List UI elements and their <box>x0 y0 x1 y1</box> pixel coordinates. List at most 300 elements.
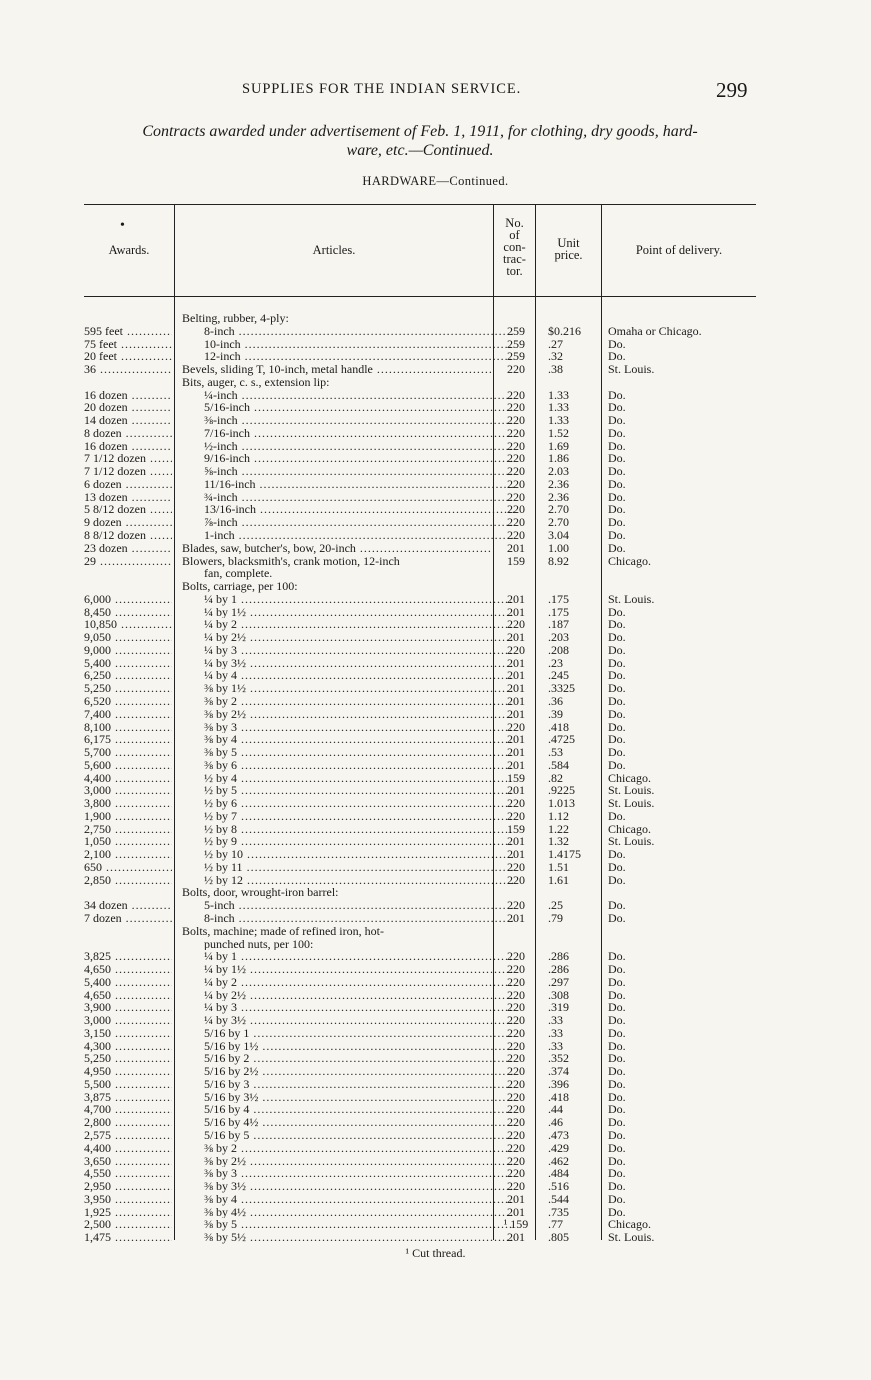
article-cell <box>182 414 514 427</box>
award-cell <box>84 1167 172 1180</box>
award-cell <box>84 465 172 478</box>
contractor-cell-text: 201 <box>507 783 525 798</box>
article-cell <box>182 1001 514 1014</box>
award-cell-text: 4,650 <box>84 963 111 976</box>
delivery-cell <box>608 874 758 887</box>
delivery-cell-text: St. Louis. <box>608 591 655 606</box>
unit-price-cell-text: 2.70 <box>548 502 569 517</box>
delivery-cell-text: Do. <box>608 1166 626 1181</box>
article-cell-text: ⅜ by 5½ <box>204 1231 246 1244</box>
delivery-cell-text: Do. <box>608 1191 626 1206</box>
award-cell <box>84 1040 172 1053</box>
delivery-cell-text: Do. <box>608 400 626 415</box>
unit-price-cell-text: .53 <box>548 745 563 760</box>
article-cell-text: 8-inch <box>204 324 235 338</box>
article-cell-text: 5/16-inch <box>204 401 250 415</box>
delivery-cell <box>608 529 758 542</box>
unit-price-cell-text: .3325 <box>548 681 575 696</box>
table-row <box>0 759 871 772</box>
award-cell <box>84 721 172 734</box>
award-cell <box>84 797 172 810</box>
delivery-cell-text: Omaha or Chicago. <box>608 323 702 338</box>
delivery-cell-text: Do. <box>608 630 626 645</box>
delivery-cell-text: Do. <box>608 489 626 504</box>
table-row <box>0 1052 871 1065</box>
header-price-line: Unit <box>557 236 580 250</box>
award-cell <box>84 1078 172 1091</box>
article-cell-text: fan, complete. <box>204 567 273 581</box>
table-row <box>0 440 871 453</box>
delivery-cell <box>608 1167 758 1180</box>
contractor-cell-text: 201 <box>507 591 525 606</box>
delivery-cell <box>608 427 758 440</box>
award-cell-text: 3,950 <box>84 1192 111 1206</box>
article-cell-text: ⅜ by 2 <box>204 1141 237 1155</box>
delivery-cell <box>608 401 758 414</box>
table-row <box>0 491 871 504</box>
award-cell-text: 7 1/12 dozen <box>84 465 146 478</box>
article-cell <box>182 1231 514 1244</box>
delivery-cell-text: Do. <box>608 949 626 964</box>
delivery-cell-text: Do. <box>608 1204 626 1219</box>
award-cell <box>84 363 172 376</box>
award-cell-text: 75 feet <box>84 337 117 351</box>
article-cell-text: ½ by 8 <box>204 822 237 836</box>
table-row <box>0 555 871 568</box>
delivery-cell <box>608 976 758 989</box>
contractor-cell-text: 220 <box>507 1128 525 1142</box>
article-cell-text: 12-inch <box>204 350 241 364</box>
unit-price-cell-text: 1.33 <box>548 400 569 415</box>
article-cell <box>182 1116 514 1129</box>
article-cell-text: Bevels, sliding T, 10-inch, metal handle <box>182 363 373 376</box>
award-cell <box>84 1103 172 1116</box>
article-cell <box>182 657 514 670</box>
table-row <box>0 989 871 1002</box>
article-cell-text: 11/16-inch <box>204 477 256 491</box>
award-cell <box>84 733 172 746</box>
article-cell <box>182 325 514 338</box>
award-cell-text: 1,925 <box>84 1205 111 1219</box>
delivery-cell <box>608 478 758 491</box>
award-cell-text: 2,850 <box>84 873 111 887</box>
award-cell-text: 3,000 <box>84 1014 111 1027</box>
table-row <box>0 465 871 478</box>
contractor-cell-text: 220 <box>507 859 525 874</box>
section-heading: HARDWARE—Continued. <box>362 174 509 188</box>
article-cell <box>182 1027 514 1040</box>
header-bottom-rule <box>84 296 756 297</box>
table-row <box>0 784 871 797</box>
unit-price-cell-text: 2.03 <box>548 464 569 479</box>
table-row <box>0 772 871 785</box>
award-cell <box>84 682 172 695</box>
article-cell <box>182 1142 514 1155</box>
article-cell-text: ⅜ by 3 <box>204 720 237 734</box>
article-cell <box>182 848 514 861</box>
article-cell <box>182 682 514 695</box>
delivery-cell-text: Do. <box>608 438 626 453</box>
award-cell <box>84 389 172 402</box>
delivery-cell <box>608 963 758 976</box>
article-cell-text: 13/16-inch <box>204 503 256 517</box>
delivery-cell <box>608 1078 758 1091</box>
contractor-cell-text: 220 <box>507 438 525 453</box>
header-contractor-line: trac- <box>503 252 526 266</box>
delivery-cell-text: Do. <box>608 910 626 925</box>
article-cell-text: ⅜ by 1½ <box>204 682 246 695</box>
table-row <box>0 1218 871 1231</box>
article-cell-text: ⅜ by 5 <box>204 1218 237 1232</box>
unit-price-cell-text: .245 <box>548 668 569 683</box>
delivery-cell-text: Do. <box>608 1140 626 1155</box>
award-cell <box>84 440 172 453</box>
article-cell <box>182 1014 514 1027</box>
award-cell-text: 1,475 <box>84 1231 111 1244</box>
table-row <box>0 874 871 887</box>
article-cell-text: 5/16 by 1 <box>204 1026 250 1040</box>
article-cell <box>182 1078 514 1091</box>
table-row <box>0 810 871 823</box>
award-cell-text: 3,000 <box>84 784 111 798</box>
article-cell-text: ¼ by 2 <box>204 975 237 989</box>
article-cell <box>182 312 492 325</box>
unit-price-cell-text: 2.70 <box>548 515 569 530</box>
article-cell <box>182 618 514 631</box>
unit-price-cell-text: .187 <box>548 617 569 632</box>
award-cell <box>84 1231 172 1244</box>
contractor-cell-text: 201 <box>507 910 525 925</box>
award-cell <box>84 708 172 721</box>
unit-price-cell <box>548 1231 600 1244</box>
article-cell <box>182 721 514 734</box>
table-row <box>0 478 871 491</box>
delivery-cell-text: Do. <box>608 847 626 862</box>
article-cell-text: 9/16-inch <box>204 452 250 466</box>
delivery-cell-text: Do. <box>608 642 626 657</box>
award-cell-text: 3,900 <box>84 1001 111 1015</box>
contractor-cell-text: 201 <box>507 745 525 760</box>
article-cell-text: ¼ by 2½ <box>204 631 246 644</box>
delivery-cell-text: Do. <box>608 515 626 530</box>
article-cell-text: Blades, saw, butcher's, bow, 20-inch <box>182 541 356 555</box>
award-cell <box>84 657 172 670</box>
delivery-cell <box>608 669 758 682</box>
award-cell <box>84 516 172 529</box>
delivery-cell <box>608 491 758 504</box>
award-cell <box>84 810 172 823</box>
article-cell-text: ½ by 7 <box>204 809 237 823</box>
article-cell <box>182 1167 514 1180</box>
article-cell-text: 8-inch <box>204 911 235 925</box>
article-cell-text: Bolts, machine; made of refined iron, hot- <box>182 924 384 938</box>
unit-price-cell-text: 1.69 <box>548 438 569 453</box>
table-row <box>0 376 871 389</box>
article-cell <box>182 644 514 657</box>
award-cell-text: 650 <box>84 860 102 874</box>
article-cell-text: ¼ by 3 <box>204 1001 237 1015</box>
contractor-cell-text: 159 <box>507 770 525 785</box>
delivery-cell <box>608 708 758 721</box>
contractor-cell-text: 201 <box>507 604 525 619</box>
delivery-cell-text: Do. <box>608 681 626 696</box>
contractor-cell-text: 220 <box>507 1140 525 1155</box>
award-cell <box>84 452 172 465</box>
delivery-cell-text: Do. <box>608 1076 626 1091</box>
award-cell-text: 4,300 <box>84 1039 111 1053</box>
award-cell-text: 4,700 <box>84 1103 111 1117</box>
delivery-cell <box>608 912 758 925</box>
table-row <box>0 1167 871 1180</box>
award-cell <box>84 1052 172 1065</box>
article-cell-text: 5-inch <box>204 899 235 912</box>
article-cell <box>182 772 514 785</box>
table-row <box>0 938 871 951</box>
unit-price-cell-text: 1.61 <box>548 872 569 887</box>
article-cell-text: ⅜ by 5 <box>204 746 237 759</box>
article-cell-text: 5/16 by 2 <box>204 1052 250 1066</box>
delivery-cell-text: Do. <box>608 451 626 466</box>
article-cell <box>182 363 492 376</box>
article-cell-text: ⅜ by 3½ <box>204 1180 246 1193</box>
article-cell-text: punched nuts, per 100: <box>204 937 314 951</box>
contractor-cell-text: 220 <box>507 1179 525 1194</box>
contractor-cell-text: 220 <box>507 528 525 543</box>
article-cell-text: 5/16 by 1½ <box>204 1039 259 1053</box>
delivery-cell <box>608 1129 758 1142</box>
unit-price-cell-text: 1.00 <box>548 540 569 555</box>
table-row <box>0 695 871 708</box>
award-cell-text: 2,575 <box>84 1129 111 1142</box>
award-cell-text: 1,900 <box>84 809 111 823</box>
award-cell-text: 5 8/12 dozen <box>84 503 146 517</box>
article-cell <box>182 810 514 823</box>
delivery-cell <box>608 325 758 338</box>
unit-price-cell-text: 1.12 <box>548 808 569 823</box>
article-cell-text: ¼ by 1 <box>204 592 237 606</box>
award-cell <box>84 401 172 414</box>
delivery-cell <box>608 1142 758 1155</box>
delivery-cell <box>608 657 758 670</box>
delivery-cell-text: Do. <box>608 464 626 479</box>
contractor-cell-text: 220 <box>507 451 525 466</box>
contractor-cell-text: 220 <box>507 1051 525 1066</box>
article-cell <box>182 925 492 938</box>
table-row <box>0 708 871 721</box>
award-cell <box>84 912 172 925</box>
award-cell-text: 16 dozen <box>84 439 128 453</box>
article-cell <box>182 976 514 989</box>
article-cell <box>182 350 514 363</box>
table-row <box>0 1001 871 1014</box>
award-cell-text: 9 dozen <box>84 516 122 530</box>
article-cell-text: ⅞-inch <box>204 516 238 530</box>
table-row <box>0 350 871 363</box>
table-row <box>0 631 871 644</box>
table-row <box>0 427 871 440</box>
article-cell-text: ¼ by 3½ <box>204 1014 246 1027</box>
running-title: SUPPLIES FOR THE INDIAN SERVICE. <box>242 81 522 97</box>
unit-price-cell-text: .82 <box>548 770 563 785</box>
award-cell-text: 20 feet <box>84 350 117 364</box>
delivery-cell <box>608 1065 758 1078</box>
contractor-cell-text: 220 <box>507 1089 525 1104</box>
award-cell-text: 20 dozen <box>84 401 128 415</box>
article-cell <box>182 376 492 389</box>
unit-price-cell-text: 1.013 <box>548 796 575 811</box>
article-cell-text: 5/16 by 5 <box>204 1129 250 1142</box>
award-cell <box>84 746 172 759</box>
unit-price-cell-text: .286 <box>548 962 569 977</box>
contractor-cell-text: 220 <box>507 1025 525 1040</box>
award-cell <box>84 950 172 963</box>
table-row <box>0 1014 871 1027</box>
award-cell-text: 23 dozen <box>84 541 128 555</box>
delivery-cell <box>608 338 758 351</box>
article-cell-text: ⅜ by 3 <box>204 1167 237 1181</box>
table-row <box>0 644 871 657</box>
award-cell <box>84 848 172 861</box>
footnote: ¹ Cut thread. <box>405 1246 466 1260</box>
delivery-cell-text: St. Louis. <box>608 796 655 811</box>
article-cell <box>182 912 514 925</box>
delivery-cell-text: Chicago. <box>608 1217 651 1232</box>
award-cell-text: 4,550 <box>84 1167 111 1181</box>
award-cell <box>84 1206 172 1219</box>
delivery-cell <box>608 797 758 810</box>
unit-price-cell-text: .27 <box>548 336 563 351</box>
article-cell <box>182 797 514 810</box>
unit-price-cell-text: .516 <box>548 1179 569 1194</box>
table-row <box>0 516 871 529</box>
table-row <box>0 606 871 619</box>
delivery-cell <box>608 1193 758 1206</box>
delivery-cell-text: Do. <box>608 693 626 708</box>
unit-price-cell-text: .9225 <box>548 783 575 798</box>
unit-price-cell <box>548 912 600 925</box>
article-cell-text: Bits, auger, c. s., extension lip: <box>182 375 330 389</box>
unit-price-cell-text: 1.33 <box>548 413 569 428</box>
award-cell <box>84 542 172 555</box>
table-caption <box>84 122 756 160</box>
article-cell <box>182 823 514 836</box>
delivery-cell <box>608 555 758 568</box>
table-row <box>0 1116 871 1129</box>
delivery-cell-text: Do. <box>608 974 626 989</box>
unit-price-cell-text: 1.22 <box>548 821 569 836</box>
award-cell <box>84 1065 172 1078</box>
article-cell <box>182 516 514 529</box>
table-row <box>0 580 871 593</box>
article-cell-text: ½ by 10 <box>204 848 243 861</box>
table-row <box>0 338 871 351</box>
header-unit-price <box>536 237 601 261</box>
table-row <box>0 950 871 963</box>
table-row <box>0 1231 871 1244</box>
unit-price-cell-text: .4725 <box>548 732 575 747</box>
contractor-cell-text: 220 <box>507 796 525 811</box>
award-cell <box>84 1027 172 1040</box>
award-cell-text: 5,400 <box>84 656 111 670</box>
article-cell <box>182 478 514 491</box>
table-row <box>0 899 871 912</box>
delivery-cell <box>608 1103 758 1116</box>
award-cell-text: 8 dozen <box>84 426 122 440</box>
delivery-cell-text: Do. <box>608 1153 626 1168</box>
award-cell-text: 6,250 <box>84 669 111 683</box>
table-top-rule <box>84 204 756 205</box>
delivery-cell-text: Do. <box>608 987 626 1002</box>
contractor-cell-text: 220 <box>507 719 525 734</box>
unit-price-cell-text: 2.36 <box>548 489 569 504</box>
award-cell <box>84 478 172 491</box>
contractor-cell-text: 259 <box>507 323 525 338</box>
article-cell <box>182 555 492 568</box>
delivery-cell-text: Do. <box>608 413 626 428</box>
delivery-cell-text: Do. <box>608 1000 626 1015</box>
table-row <box>0 721 871 734</box>
article-cell-text: ¼ by 3½ <box>204 656 246 670</box>
delivery-cell-text: Do. <box>608 1038 626 1053</box>
award-cell <box>84 1180 172 1193</box>
table-row <box>0 1155 871 1168</box>
delivery-cell <box>608 618 758 631</box>
table-row <box>0 414 871 427</box>
article-cell <box>182 950 514 963</box>
award-cell-text: 595 feet <box>84 324 123 338</box>
award-cell <box>84 631 172 644</box>
unit-price-cell-text: .36 <box>548 693 563 708</box>
delivery-cell-text: Do. <box>608 1025 626 1040</box>
article-cell-text: ½ by 9 <box>204 835 237 849</box>
contractor-cell <box>496 912 536 925</box>
article-cell <box>182 491 514 504</box>
delivery-cell-text: St. Louis. <box>608 783 655 798</box>
contractor-cell-text: 220 <box>507 1102 525 1117</box>
unit-price-cell-text: .374 <box>548 1064 569 1079</box>
award-cell <box>84 644 172 657</box>
award-cell-text: 14 dozen <box>84 414 128 427</box>
article-cell <box>182 835 514 848</box>
unit-price-cell-text: .429 <box>548 1140 569 1155</box>
award-cell-text: 3,875 <box>84 1090 111 1104</box>
delivery-cell <box>608 440 758 453</box>
award-cell-text: 13 dozen <box>84 490 128 504</box>
award-cell-text: 8 8/12 dozen <box>84 529 146 542</box>
award-cell <box>84 772 172 785</box>
table-row <box>0 912 871 925</box>
header-articles: Articles. <box>312 243 356 257</box>
article-cell <box>182 567 514 580</box>
award-cell-text: 3,150 <box>84 1026 111 1040</box>
contractor-cell-text: 201 <box>507 630 525 645</box>
contractor-cell <box>496 363 536 376</box>
contractor-cell-text: 259 <box>507 349 525 364</box>
award-cell <box>84 1155 172 1168</box>
award-cell-text: 6,520 <box>84 694 111 708</box>
unit-price-cell-text: .203 <box>548 630 569 645</box>
award-cell-text: 34 dozen <box>84 899 128 912</box>
delivery-cell-text: Do. <box>608 1089 626 1104</box>
contractor-cell-text: 201 <box>507 540 525 555</box>
article-cell <box>182 695 514 708</box>
unit-price-cell-text: .23 <box>548 655 563 670</box>
article-cell <box>182 1218 514 1231</box>
unit-price-cell-text: .46 <box>548 1115 563 1130</box>
delivery-cell-text: Do. <box>608 1051 626 1066</box>
award-cell <box>84 491 172 504</box>
delivery-cell <box>608 733 758 746</box>
